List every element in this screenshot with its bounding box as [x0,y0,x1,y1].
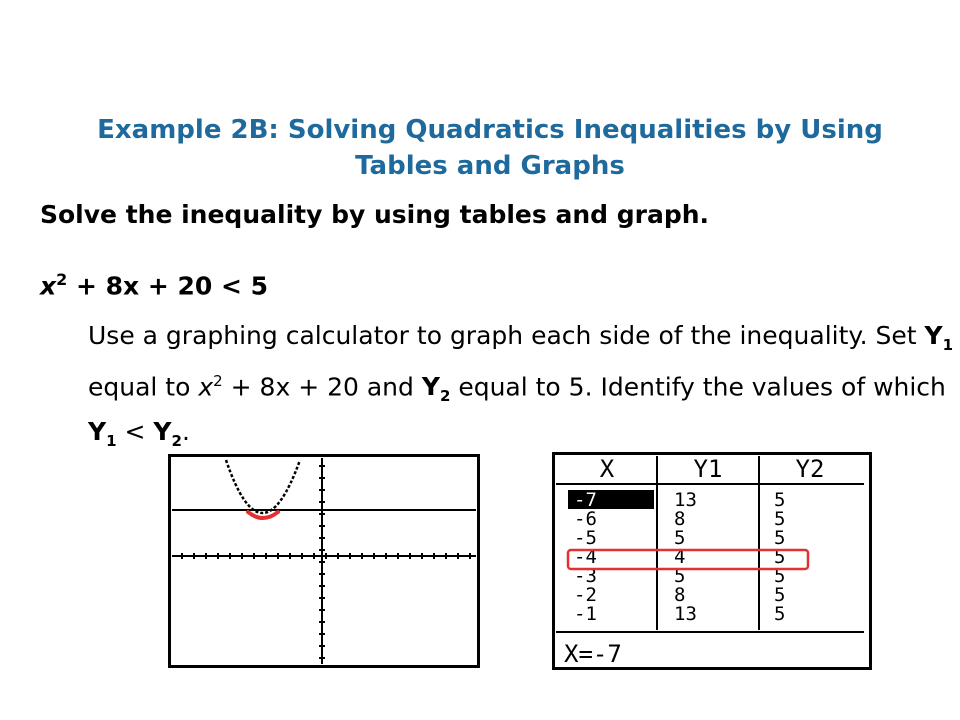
instr-text-4: equal to 5. Identify the values of which [450,372,946,402]
cell-y1: 5 [674,565,686,587]
instr-text-1: Use a graphing calculator to graph each side of the inequality. Set [88,321,925,350]
instr-text-2: equal to [88,372,199,402]
cell-y2: 5 [774,584,786,606]
instructions-paragraph [88,318,960,459]
y2-label [421,372,451,406]
inequality-rest: + 8x + 20 < 5 [67,271,269,301]
title-line-2: Tables and Graphs [355,151,625,181]
y2-letter-2: Y [153,417,172,447]
cell-x: -4 [574,546,597,568]
cell-y2: 5 [774,603,786,625]
instr-exponent: 2 [213,372,223,390]
header-x: X [599,455,615,483]
y1-letter: Y [924,321,943,350]
y2-subscript: 2 [439,387,451,406]
y1-letter-2: Y [88,417,107,447]
y1-label [924,321,954,354]
cell-x: -2 [574,584,597,606]
instr-text-5: < [116,417,154,447]
instr-text-3: + 8x + 20 and [222,372,422,402]
y1-label-2 [88,417,117,451]
instr-x: x [198,372,214,402]
table-footer: X=-7 [564,640,622,668]
table-frame [554,454,871,669]
cell-y1: 4 [674,546,686,568]
header-y1: Y1 [693,455,723,483]
slide-title [20,112,960,184]
y1-subscript-2: 1 [106,432,117,451]
instr-text-6: . [181,417,190,447]
y2-subscript-2: 2 [171,432,182,451]
cell-y2: 5 [774,508,786,530]
cell-y1: 8 [674,584,686,606]
cell-y1: 5 [674,527,686,549]
cell-y1: 13 [674,603,697,625]
cell-y1: 13 [674,489,697,511]
inequality-x: x [40,271,57,301]
y1-subscript: 1 [942,336,954,354]
calculator-table-screen [552,452,872,670]
cell-y1: 8 [674,508,686,530]
cell-x: -5 [574,527,597,549]
y2-letter: Y [421,372,440,402]
cell-y2: 5 [774,565,786,587]
y2-label-2 [153,417,182,451]
cell-y2: 5 [774,489,786,511]
cell-x: -3 [574,565,597,587]
inequality-exponent: 2 [56,270,68,289]
cell-x: -1 [574,603,597,625]
header-y2: Y2 [795,455,825,483]
calculator-graph-screen [168,454,480,668]
inequality [40,270,268,300]
cell-x: -6 [574,508,597,530]
title-line-1: Example 2B: Solving Quadratics Inequalities by Using [97,115,883,145]
problem-prompt: Solve the inequality by using tables and graph. [40,200,710,229]
cell-x: -7 [574,489,597,511]
cell-y2: 5 [774,527,786,549]
cell-y2: 5 [774,546,786,568]
